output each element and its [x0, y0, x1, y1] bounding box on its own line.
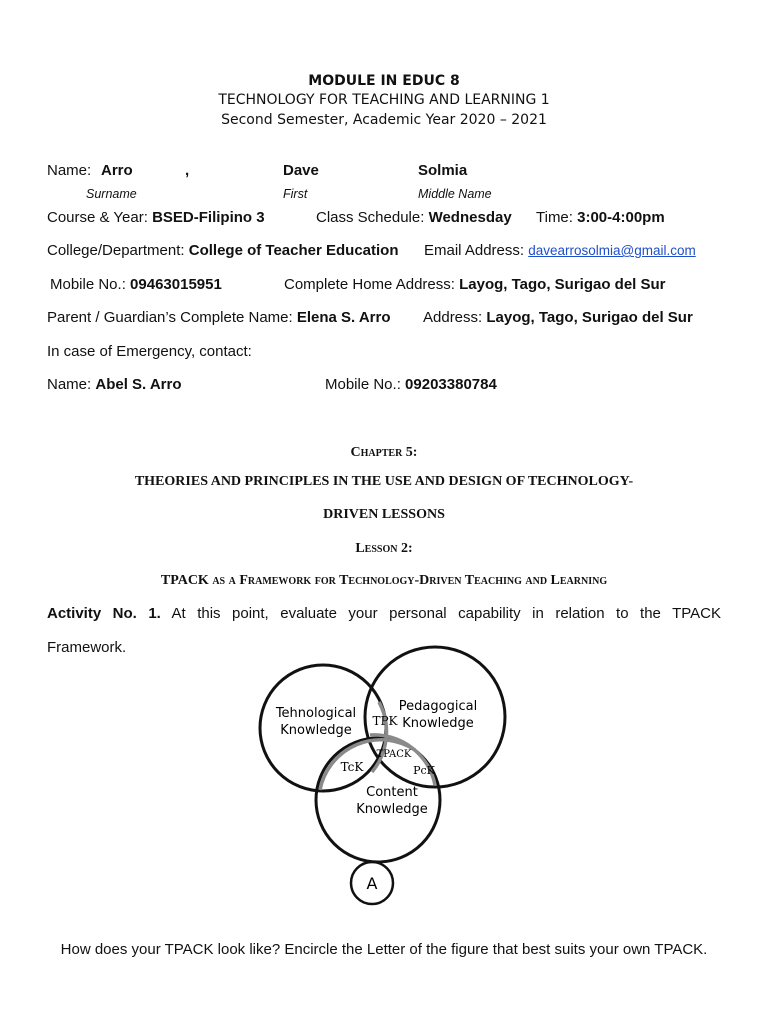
name-comma: , — [185, 162, 190, 179]
course-year-line — [47, 209, 265, 226]
parent-address-line — [423, 309, 693, 326]
question-text: How does your TPACK look like? Encircle the Letter of the figure that best suits your own TPACK. — [60, 941, 708, 958]
email-label: Email Address: — [424, 242, 525, 259]
chapter-title-line2: DRIVEN LESSONS — [323, 507, 445, 522]
college-label: College/Department: — [47, 242, 185, 259]
tpack-label: TPACK — [376, 749, 412, 760]
schedule-label: Class Schedule: — [316, 209, 425, 226]
email-line — [424, 242, 696, 259]
mobile-label: Mobile No.: — [50, 276, 126, 293]
course-value: BSED-Filipino 3 — [152, 209, 265, 226]
surname-caption: Surname — [86, 187, 137, 201]
college-line — [47, 242, 399, 259]
course-title: TECHNOLOGY FOR TEACHING AND LEARNING 1 — [218, 92, 550, 108]
schedule-value: Wednesday — [428, 209, 512, 226]
pck-label: PcK — [413, 764, 435, 777]
parent-line — [47, 309, 391, 326]
surname-value: Arro — [101, 162, 133, 179]
mobile-value: 09463015951 — [130, 276, 222, 293]
emergency-name-line — [47, 376, 182, 393]
emergency-label: In case of Emergency, contact: — [47, 343, 252, 360]
pk-label-line2: Knowledge — [402, 716, 474, 731]
activity-text-cont: Framework. — [47, 639, 127, 656]
letter-a: A — [366, 874, 378, 893]
course-label: Course & Year: — [47, 209, 148, 226]
chapter-heading: Chapter 5: — [350, 445, 418, 460]
emergency-name-label: Name: — [47, 376, 92, 393]
first-caption: First — [283, 187, 308, 201]
lesson-heading: Lesson 2: — [355, 541, 413, 556]
time-line — [536, 209, 665, 226]
ck-label-line2: Knowledge — [356, 802, 428, 817]
parent-label: Parent / Guardian’s Complete Name: — [47, 309, 293, 326]
tck-label: TcK — [340, 760, 364, 774]
activity-text: At this point, evaluate your personal capability in relation to the TPACK — [171, 605, 722, 622]
home-address-line — [284, 276, 666, 293]
middle-name-value: Solmia — [418, 162, 468, 179]
tk-label-line1: Tehnological — [275, 706, 357, 721]
emergency-mobile-label: Mobile No.: — [325, 376, 401, 393]
college-value: College of Teacher Education — [188, 242, 399, 259]
emergency-mobile-line — [325, 376, 497, 393]
name-label: Name: — [47, 162, 92, 179]
activity-label: Activity No. 1. — [47, 605, 161, 622]
middle-caption: Middle Name — [418, 187, 492, 201]
tk-label-line2: Knowledge — [280, 723, 352, 738]
semester-line: Second Semester, Academic Year 2020 – 2021 — [221, 112, 547, 128]
email-link[interactable]: davearrosolmia@gmail.com — [528, 243, 696, 258]
tpk-label: TPK — [372, 714, 398, 728]
emergency-mobile-value: 09203380784 — [405, 376, 497, 393]
pk-label-line1: Pedagogical — [398, 699, 478, 714]
module-title: MODULE IN EDUC 8 — [308, 73, 460, 89]
tpack-venn-diagram — [240, 640, 530, 910]
first-name-value: Dave — [283, 162, 319, 179]
parent-value: Elena S. Arro — [296, 309, 391, 326]
lesson-title: TPACK as a Framework for Technology-Driven Teaching and Learning — [160, 573, 608, 588]
time-label: Time: — [536, 209, 573, 226]
home-address-value: Layog, Tago, Surigao del Sur — [459, 276, 666, 293]
tck-overlap-arc — [320, 740, 415, 790]
mobile-line — [50, 276, 222, 293]
parent-address-label: Address: — [423, 309, 483, 326]
home-address-label: Complete Home Address: — [284, 276, 455, 293]
ck-label-line1: Content — [366, 785, 418, 800]
chapter-title-line1: THEORIES AND PRINCIPLES IN THE USE AND DESIGN OF TECHNOLOGY- — [134, 474, 634, 489]
emergency-name-value: Abel S. Arro — [95, 376, 182, 393]
parent-address-value: Layog, Tago, Surigao del Sur — [486, 309, 693, 326]
activity-line — [47, 605, 721, 622]
time-value: 3:00-4:00pm — [577, 209, 665, 226]
schedule-line — [316, 209, 512, 226]
